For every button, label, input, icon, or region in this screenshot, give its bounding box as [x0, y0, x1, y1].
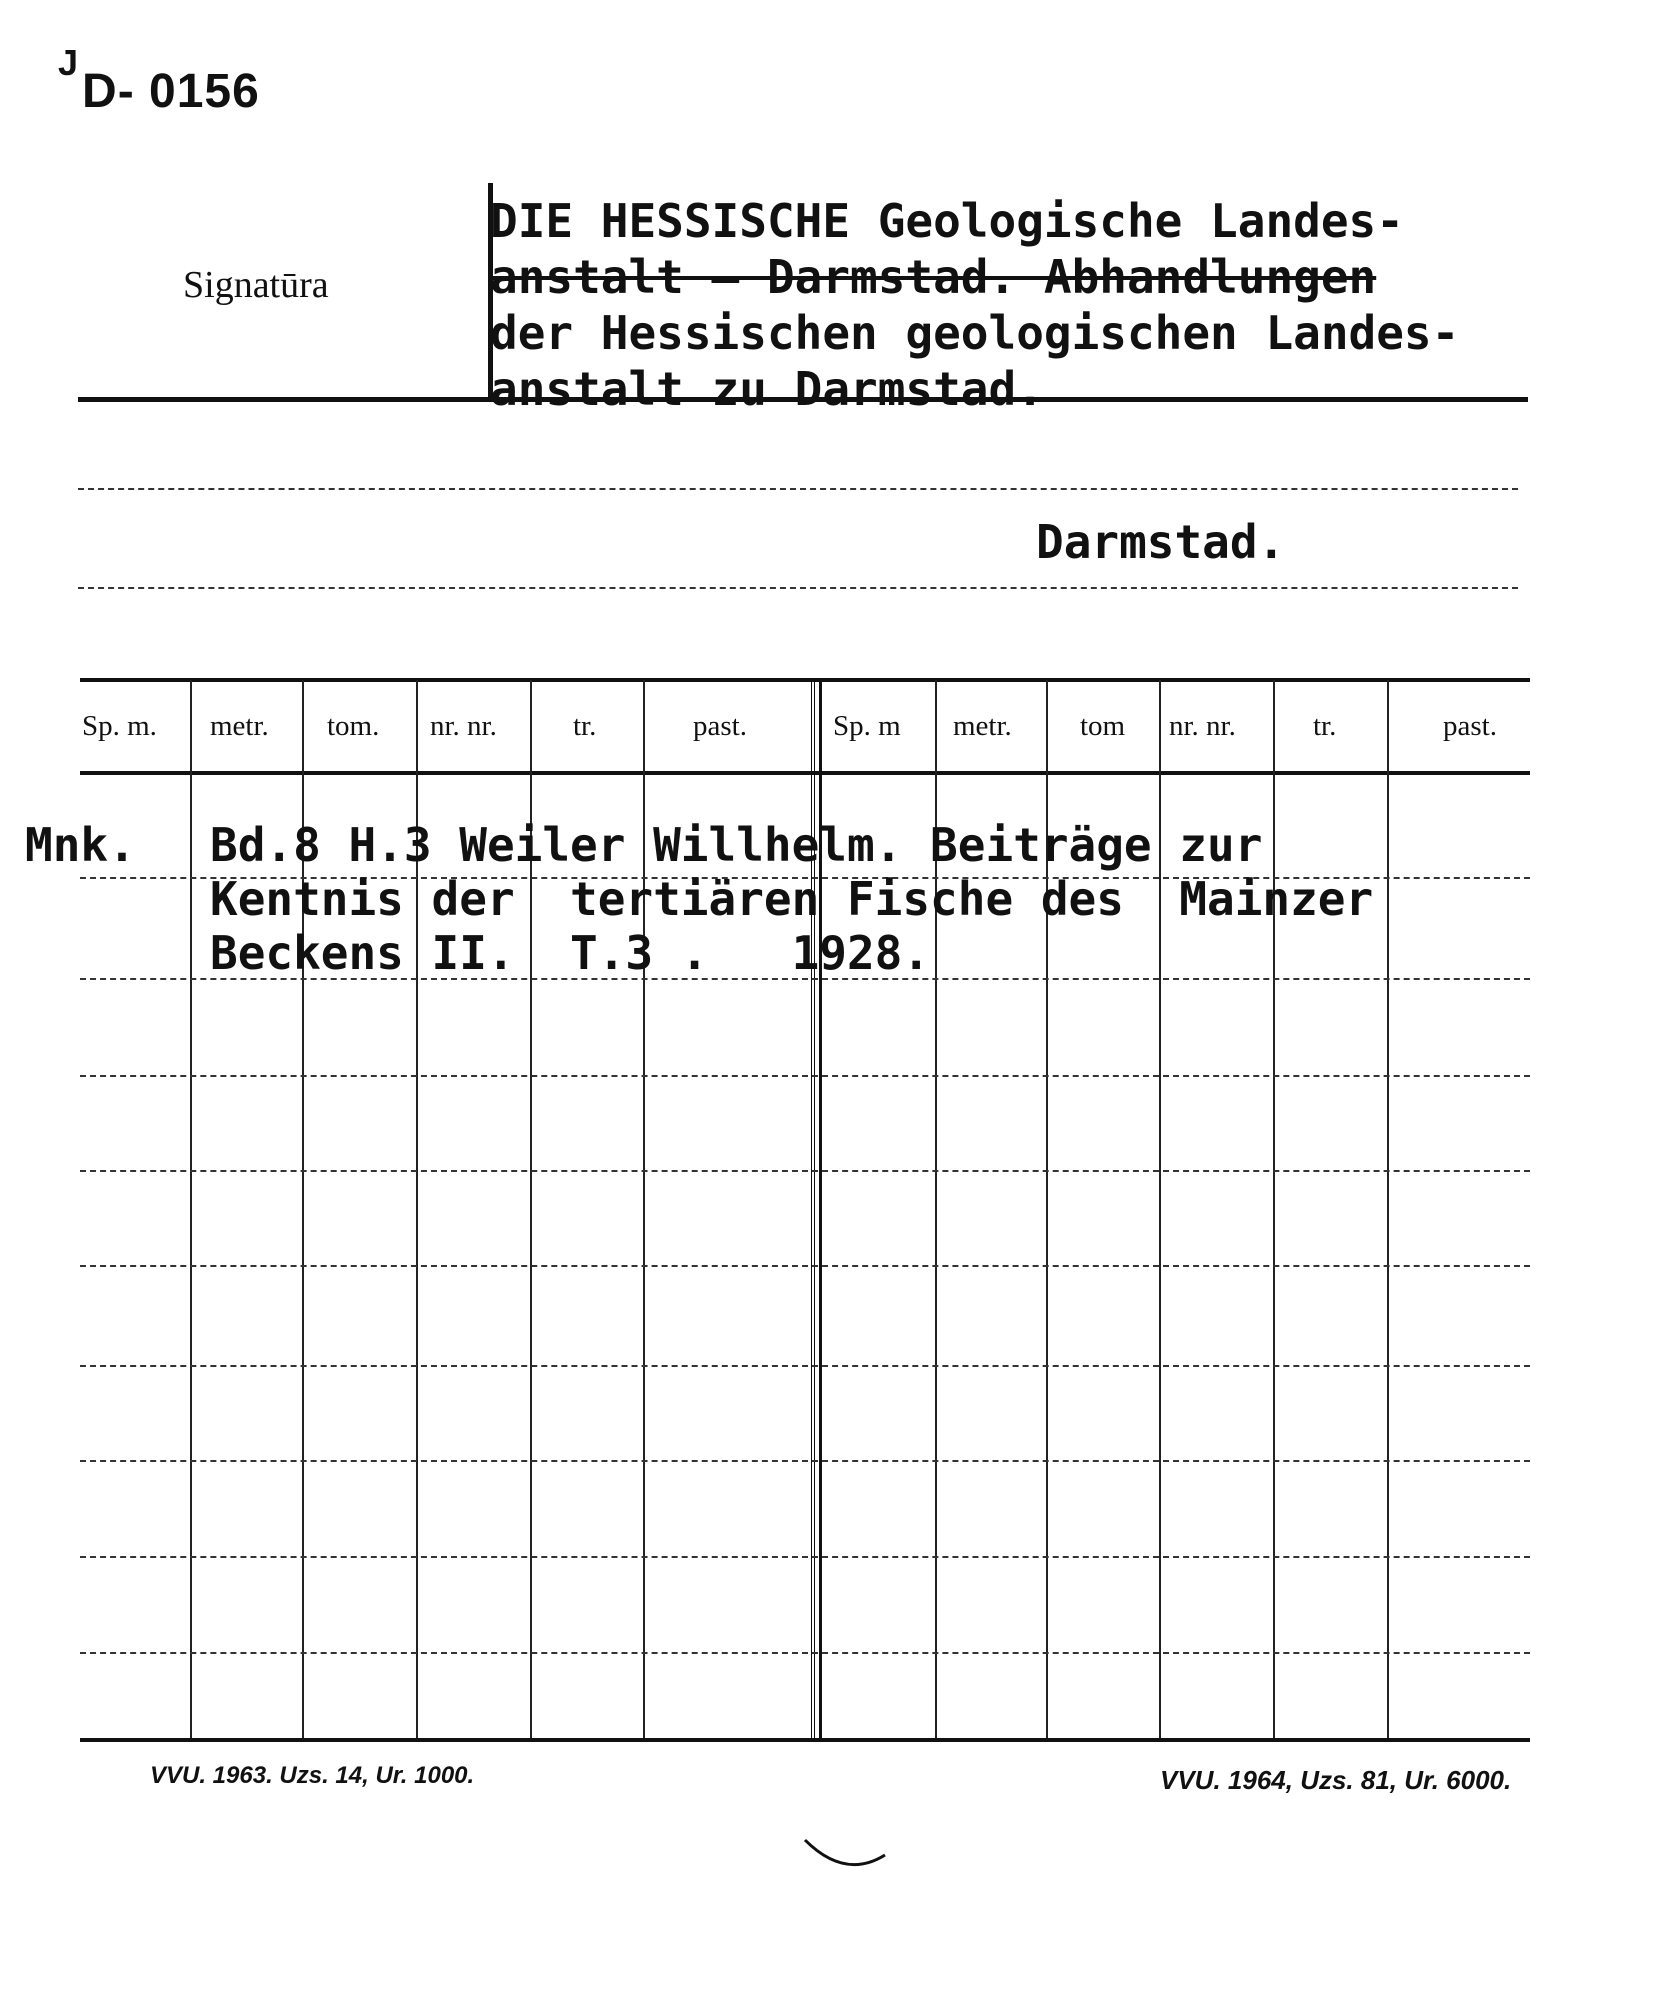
entry-body	[210, 818, 1540, 980]
table-top-rule	[80, 678, 1530, 682]
table-header-rule	[80, 771, 1530, 775]
header-tom-2: tom	[1080, 710, 1126, 742]
col-line	[190, 680, 192, 1740]
row-line	[80, 1556, 1530, 1558]
punch-hole-mark	[800, 1835, 890, 1885]
row-line	[80, 1170, 1530, 1172]
title-line: DIE HESSISCHE Geologische Landes-	[490, 194, 1404, 248]
row-line	[80, 1652, 1530, 1654]
entry-line: Kentnis der tertiären Fische des Mainzer	[210, 872, 1374, 926]
header-rule	[78, 397, 1528, 402]
entry-location: Mnk.	[25, 818, 136, 872]
card-id	[58, 42, 260, 118]
card-id-number: D- 0156	[82, 65, 260, 118]
header-sp-m-2: Sp. m	[833, 710, 901, 742]
header-tr: tr.	[573, 710, 597, 742]
header-nr-nr: nr. nr.	[430, 710, 497, 742]
header-past: past.	[693, 710, 747, 742]
header-past-2: past.	[1443, 710, 1497, 742]
footnote-left: VVU. 1963. Uzs. 14, Ur. 1000.	[150, 1762, 475, 1789]
header-metr-2: metr.	[953, 710, 1012, 742]
place-label: Darmstad.	[1036, 515, 1286, 569]
signatura-label: Signatūra	[183, 264, 329, 306]
header-nr-nr-2: nr. nr.	[1169, 710, 1236, 742]
table-bottom-rule	[80, 1738, 1530, 1742]
title-line: der Hessischen geologischen Landes-	[490, 306, 1460, 360]
row-line	[80, 1265, 1530, 1267]
row-line	[80, 1075, 1530, 1077]
footnote-right: VVU. 1964, Uzs. 81, Ur. 6000.	[1160, 1765, 1512, 1795]
header-sp-m: Sp. m.	[82, 710, 157, 742]
guide-line	[78, 587, 1518, 589]
title-block	[490, 193, 1620, 417]
entry-line: Bd.8 H.3 Weiler Willhelm. Beiträge zur	[210, 818, 1263, 872]
header-tr-2: tr.	[1313, 710, 1337, 742]
title-line: anstalt zu Darmstad.	[490, 362, 1044, 416]
title-line: anstalt — Darmstad. Abhandlungen	[490, 250, 1377, 304]
guide-line	[78, 488, 1518, 490]
row-line	[80, 1365, 1530, 1367]
entry-line: Beckens II. T.3 . 1928.	[210, 926, 931, 980]
card-id-prefix: J	[58, 42, 79, 83]
header-tom: tom.	[327, 710, 380, 742]
row-line	[80, 1460, 1530, 1462]
header-metr: metr.	[210, 710, 269, 742]
